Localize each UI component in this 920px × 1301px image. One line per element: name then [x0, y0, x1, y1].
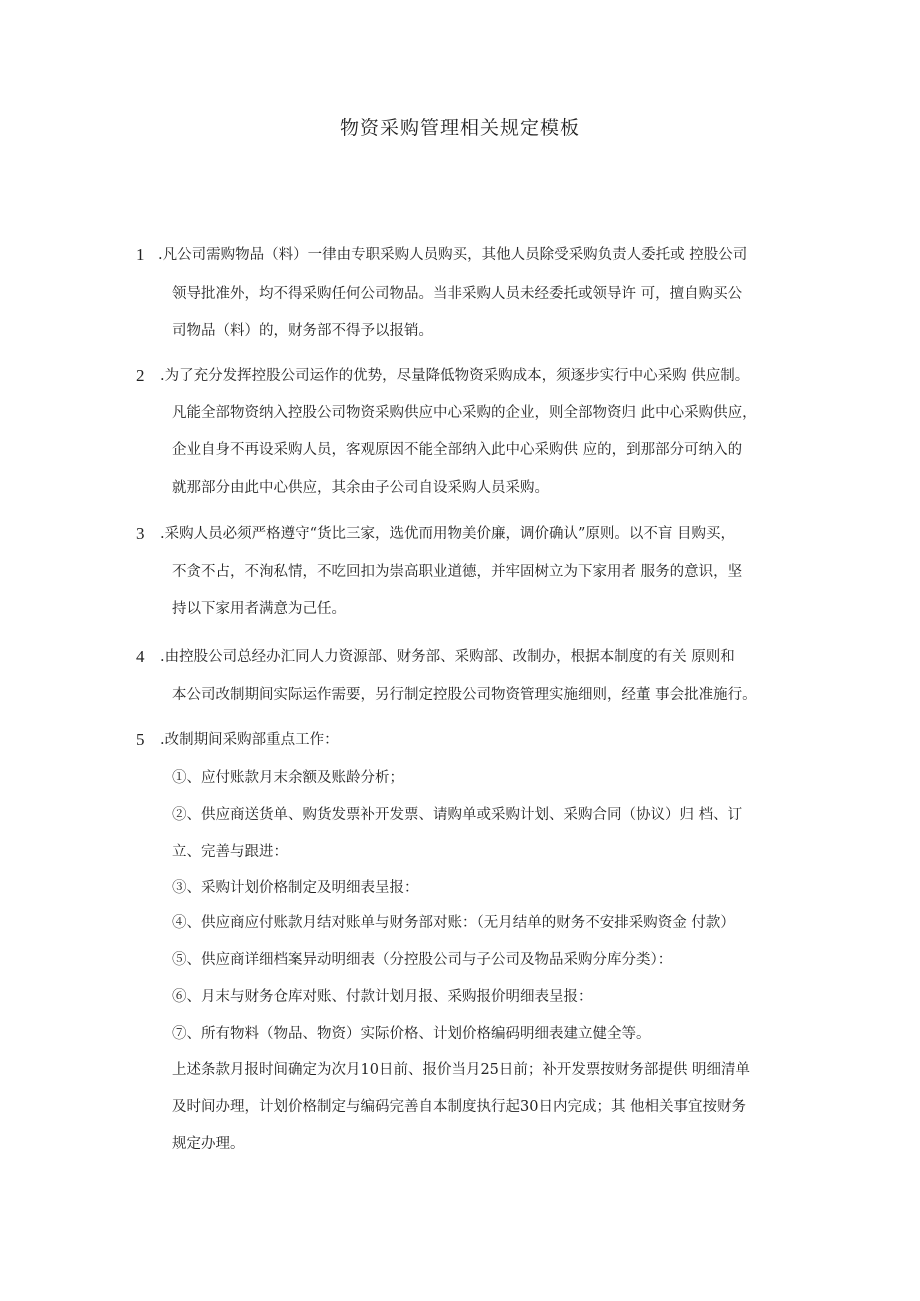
item-line: 领导批准外，均不得采购任何公司物品。当非采购人员未经委托或领导许 可，擅自购买公: [172, 286, 743, 302]
item-number: 3: [136, 524, 145, 543]
item-line: 企业自身不再设采购人员，客观原因不能全部纳入此中心采购供 应的，到那部分可纳入的: [172, 442, 743, 458]
sub-item-5: ⑤、供应商详细档案异动明细表（分控股公司与子公司及物品采购分库分类）：: [172, 952, 673, 968]
item-line: .为了充分发挥控股公司运作的优势，尽量降低物资采购成本，须逐步实行中心采购 供应制。: [160, 368, 750, 384]
item-line: .采购人员必须严格遵守“货比三家，选优而用物美价廉，调价确认”原则。以不盲 目购买，: [160, 526, 736, 542]
item-line: 本公司改制期间实际运作需要，另行制定控股公司物资管理实施细则，经董 事会批准施行。: [172, 687, 757, 703]
item-line: .凡公司需购物品（料）一律由专职采购人员购买，其他人员除受采购负责人委托或 控股公司: [158, 247, 748, 263]
sub-item-2: ②、供应商送货单、购货发票补开发票、请购单或采购计划、采购合同（协议）归 档、订: [172, 807, 743, 823]
item-number: 4: [136, 647, 145, 666]
item-line: .改制期间采购部重点工作：: [160, 732, 339, 748]
sub-item-1: ①、应付账款月末余额及账龄分析；: [172, 770, 404, 786]
item-number: 2: [136, 366, 145, 385]
item-line: .由控股公司总经办汇同人力资源部、财务部、采购部、改制办，根据本制度的有关 原则和: [160, 649, 735, 665]
sub-item-7: ⑦、所有物料（物品、物资）实际价格、计划价格编码明细表建立健全等。: [172, 1026, 651, 1042]
sub-item-2-cont: 立、完善与跟进：: [172, 844, 288, 860]
page-title: 物资采购管理相关规定模板: [339, 117, 580, 139]
item-line: 不贪不占，不洵私情，不吃回扣为崇高职业道德，并牢固树立为下家用者 服务的意识，坚: [172, 564, 743, 580]
summary-line-2: 及时间办理，计划价格制定与编码完善自本制度执行起30日内完成；其 他相关事宜按财务: [172, 1099, 747, 1115]
sub-item-4: ④、供应商应付账款月结对账单与财务部对账：（无月结单的财务不安排采购资金 付款）: [172, 915, 735, 931]
summary-line-1: 上述条款月报时间确定为次月10日前、报价当月25日前；补开发票按财务部提供 明细清单: [172, 1062, 751, 1078]
summary-line-3: 规定办理。: [172, 1136, 245, 1152]
item-line: 就那部分由此中心供应，其余由子公司自设采购人员采购。: [172, 480, 549, 496]
item-line: 司物品（料）的，财务部不得予以报销。: [172, 323, 433, 339]
sub-item-3: ③、采购计划价格制定及明细表呈报：: [172, 880, 419, 896]
item-number: 1: [136, 245, 145, 264]
item-number: 5: [136, 730, 145, 749]
sub-item-6: ⑥、月末与财务仓库对账、付款计划月报、采购报价明细表呈报：: [172, 989, 593, 1005]
item-line: 凡能全部物资纳入控股公司物资采购供应中心采购的企业，则全部物资归 此中心采购供应，: [172, 405, 757, 421]
item-line: 持以下家用者满意为己任。: [172, 601, 346, 617]
